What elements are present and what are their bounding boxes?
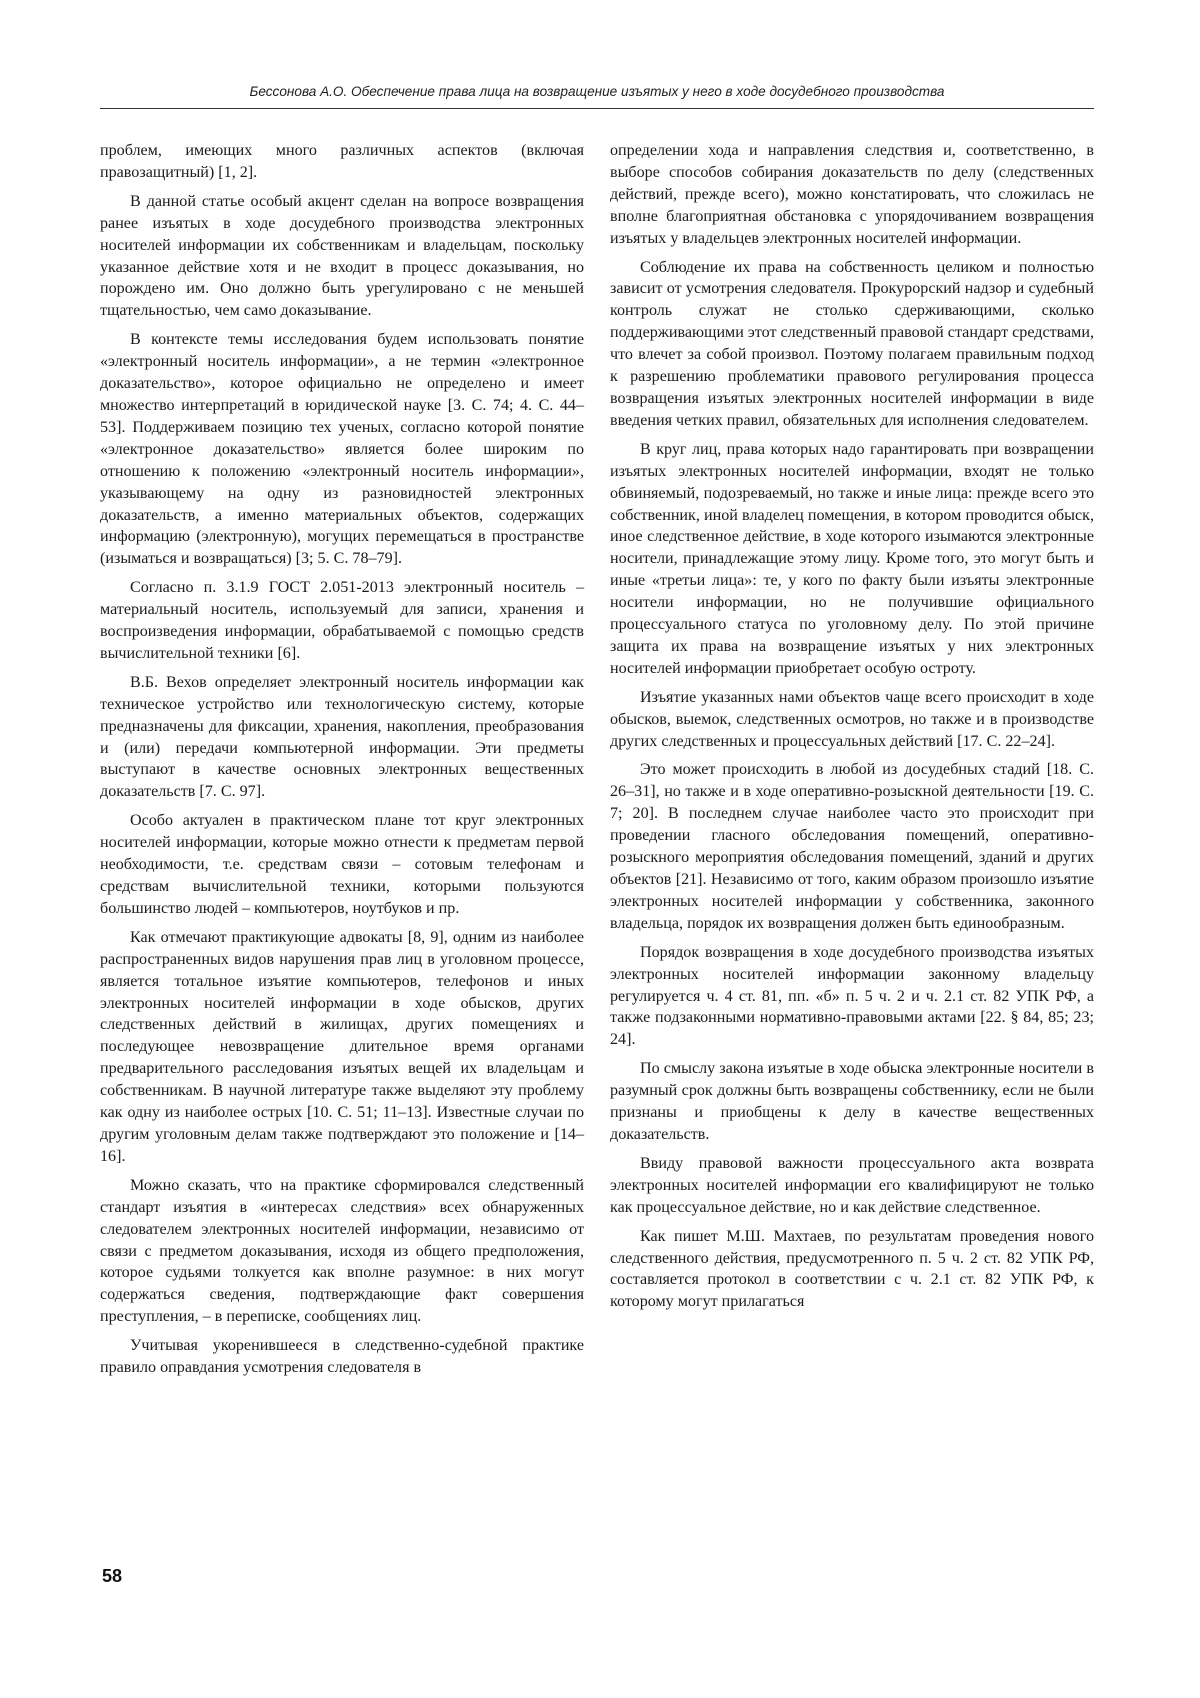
paragraph: Согласно п. 3.1.9 ГОСТ 2.051-2013 электронный носитель – материальный носитель, используемый для записи, хранения и воспроизведения информации, обрабатываемой с помощью средств вычислительной техники [6].: [100, 577, 584, 665]
paragraph: Изъятие указанных нами объектов чаще всего происходит в ходе обысков, выемок, следственных осмотров, но также и в производстве других следственных и процессуальных действий [17. С. 22–24].: [610, 687, 1094, 753]
paragraph: В круг лиц, права которых надо гарантировать при возвращении изъятых электронных носителей информации, входят не только обвиняемый, подозреваемый, но также и иные лица: прежде всего это собственник, иной владелец помещения, в котором проводится обыск, иное следственное действие, в ходе которого изымаются электронные носители, принадлежащие этому лицу. Кроме того, это могут быть и иные «третьи лица»: те, у кого по факту были изъяты электронные носители информации, но не получившие официального процессуального статуса по уголовному делу. По этой причине защита их права на возвращение изъятых у них электронных носителей информации приобретает особую остроту.: [610, 439, 1094, 680]
paragraph: По смыслу закона изъятые в ходе обыска электронные носители в разумный срок должны быть возвращены собственнику, если не были признаны и приобщены к делу в качестве вещественных доказательств.: [610, 1058, 1094, 1146]
right-column: [610, 140, 1094, 1320]
paragraph: определении хода и направления следствия и, соответственно, в выборе способов собирания доказательств по делу (следственных действий, прежде всего), можно констатировать, что сложилась не вполне благоприятная обстановка с упорядочиванием возвращения изъятых у владельцев электронных носителей информации.: [610, 140, 1094, 250]
paragraph: Как отмечают практикующие адвокаты [8, 9], одним из наиболее распространенных видов нарушения прав лиц в уголовном процессе, является тотальное изъятие компьютеров, телефонов и иных электронных носителей информации в ходе обысков, других следственных действий в жилищах, других помещениях и последующее невозвращение длительное время органами предварительного расследования изъятых вещей их владельцам и собственникам. В научной литературе также выделяют эту проблему как одну из наиболее острых [10. С. 51; 11–13]. Известные случаи по другим уголовным делам также подтверждают это положение и [14–16].: [100, 927, 584, 1168]
page-number: 58: [102, 1566, 122, 1587]
running-header: Бессонова А.О. Обеспечение права лица на возвращение изъятых у него в ходе досудебного производства: [100, 84, 1094, 99]
paragraph: Соблюдение их права на собственность целиком и полностью зависит от усмотрения следователя. Прокурорский надзор и судебный контроль служат не столько сдерживающими, сколько поддерживающими этот следственный правовой стандарт средствами, что влечет за собой произвол. Поэтому полагаем правильным подход к разрешению проблематики правового регулирования процесса возвращения изъятых электронных носителей информации в виде введения четких правил, обязательных для исполнения следователем.: [610, 257, 1094, 432]
paragraph: Как пишет М.Ш. Махтаев, по результатам проведения нового следственного действия, предусмотренного п. 5 ч. 2 ст. 82 УПК РФ, составляется протокол в соответствии с ч. 2.1 ст. 82 УПК РФ, к которому могут прилагаться: [610, 1226, 1094, 1314]
paragraph: проблем, имеющих много различных аспектов (включая правозащитный) [1, 2].: [100, 140, 584, 184]
paragraph: Порядок возвращения в ходе досудебного производства изъятых электронных носителей информации законному владельцу регулируется ч. 4 ст. 81, пп. «б» п. 5 ч. 2 и ч. 2.1 ст. 82 УПК РФ, а также подзаконными нормативно-правовыми актами [22. § 84, 85; 23; 24].: [610, 942, 1094, 1052]
paragraph: Особо актуален в практическом плане тот круг электронных носителей информации, которые можно отнести к предметам первой необходимости, т.е. средствам связи – сотовым телефонам и средствам вычислительной техники, которыми пользуются большинство людей – компьютеров, ноутбуков и пр.: [100, 810, 584, 920]
left-column: [100, 140, 584, 1386]
paragraph: Это может происходить в любой из досудебных стадий [18. С. 26–31], но также и в ходе оперативно-розыскной деятельности [19. С. 7; 20]. В последнем случае наиболее часто это происходит при проведении гласного обследования помещений, оперативно-розыскного мероприятия обследования помещений, зданий и других объектов [21]. Независимо от того, каким образом произошло изъятие электронных носителей информации у собственника, законного владельца, порядок их возвращения должен быть единообразным.: [610, 759, 1094, 934]
paragraph: В контексте темы исследования будем использовать понятие «электронный носитель информации», а не термин «электронное доказательство», которое официально не определено и имеет множество интерпретаций в юридической науке [3. С. 74; 4. С. 44–53]. Поддерживаем позицию тех ученых, согласно которой понятие «электронное доказательство» является более широким по отношению к положению «электронный носитель информации», указывающему на одну из разновидностей электронных доказательств, а именно материальных объектов, содержащих информацию (электронную), могущих перемещаться в пространстве (изыматься и возвращаться) [3; 5. С. 78–79].: [100, 329, 584, 570]
paragraph: Ввиду правовой важности процессуального акта возврата электронных носителей информации его квалифицируют не только как процессуальное действие, но и как действие следственное.: [610, 1153, 1094, 1219]
paragraph: В данной статье особый акцент сделан на вопросе возвращения ранее изъятых в ходе досудебного производства электронных носителей информации их собственникам и владельцам, поскольку указанное действие хотя и не входит в процесс доказывания, но порождено им. Оно должно быть урегулировано с не меньшей тщательностью, чем само доказывание.: [100, 191, 584, 322]
header-divider: [100, 108, 1094, 109]
paragraph: В.Б. Вехов определяет электронный носитель информации как техническое устройство или технологическую систему, которые предназначены для фиксации, хранения, накопления, преобразования и (или) передачи компьютерной информации. Эти предметы выступают в качестве основных электронных вещественных доказательств [7. С. 97].: [100, 672, 584, 803]
paragraph: Можно сказать, что на практике сформировался следственный стандарт изъятия в «интересах следствия» всех обнаруженных следователем электронных носителей информации, независимо от связи с предметом доказывания, исходя из общего предположения, которое судьями толкуется как вполне разумное: в них могут содержаться сведения, подтверждающие факт совершения преступления, – в переписке, сообщениях лиц.: [100, 1175, 584, 1328]
paragraph: Учитывая укоренившееся в следственно-судебной практике правило оправдания усмотрения следователя в: [100, 1335, 584, 1379]
